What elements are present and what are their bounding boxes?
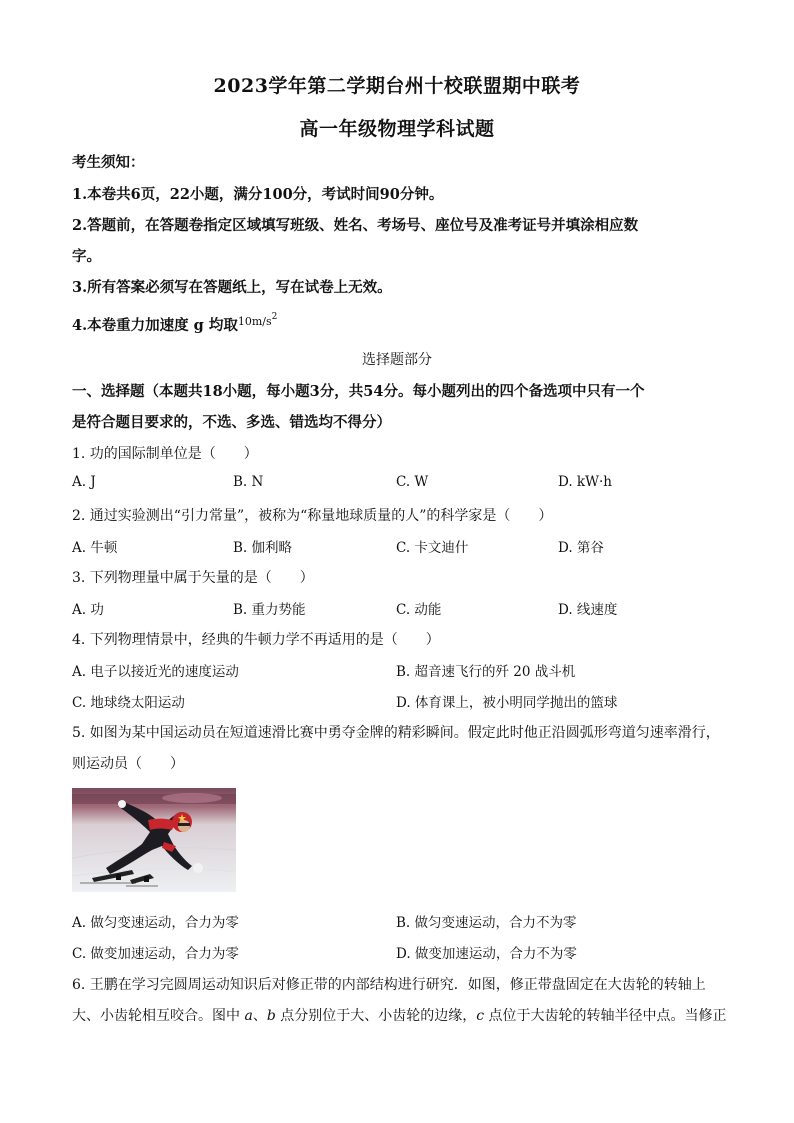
exam-title: 2023学年第二学期台州十校联盟期中联考 [213,75,581,97]
q6-text-sep: 、 [252,1008,267,1024]
q3-option-a: A. 功 [72,602,104,618]
question-1-stem: 1. 功的国际制单位是（ ） [72,446,258,462]
question-6-stem-cont [72,1005,727,1025]
q5-option-c: C. 做变加速运动，合力为零 [72,946,239,962]
point-b-label: b [266,1008,276,1024]
q5-option-b: B. 做匀变速运动，合力不为零 [396,915,577,931]
question-3-stem: 3. 下列物理量中属于矢量的是（ ） [72,570,314,586]
notice-item-1: 1.本卷共6页，22小题，满分100分，考试时间90分钟。 [72,186,444,203]
q4-option-c: C. 地球绕太阳运动 [72,695,185,711]
exam-subtitle: 高一年级物理学科试题 [299,118,495,140]
q2-option-c: C. 卡文迪什 [396,540,469,556]
question-6-stem: 6. 王鹏在学习完圆周运动知识后对修正带的内部结构进行研究．如图，修正带盘固定在大齿轮的转轴上 [72,977,706,993]
question-5-stem-cont: 则运动员（ ） [72,756,184,772]
q6-text-mid: 点分别位于大、小齿轮的边缘， [275,1008,477,1024]
notice-item-4 [72,314,277,335]
gravity-exponent: 2 [271,312,278,323]
point-c-label: c [476,1008,485,1024]
part-title: 选择题部分 [362,352,432,368]
q1-option-d: D. kW·h [558,474,612,490]
q3-option-c: C. 动能 [396,602,442,618]
q1-option-a: A. J [72,474,96,490]
q1-option-b: B. N [233,474,264,490]
section-heading-2: 是符合题目要求的，不选、多选、错选均不得分） [72,414,391,431]
question-5-stem: 5. 如图为某中国运动员在短道速滑比赛中勇夺金牌的精彩瞬间。假定此时他正沿圆弧形弯道匀速率滑行， [72,725,720,741]
section-heading-1: 一、选择题（本题共18小题，每小题3分，共54分。每小题列出的四个备选项中只有一个 [72,383,645,400]
q6-text-post: 点位于大齿轮的转轴半径中点。当修正 [484,1008,727,1024]
point-a-label: a [244,1008,253,1024]
q5-option-a: A. 做匀变速运动，合力为零 [72,915,239,931]
q3-option-b: B. 重力势能 [233,602,306,618]
notice-item-2-cont: 字。 [72,248,101,265]
q5-option-d: D. 做变加速运动，合力不为零 [396,946,577,962]
q6-text-pre: 大、小齿轮相互咬合。图中 [72,1008,245,1024]
notice-item-2: 2.答题前，在答题卷指定区域填写班级、姓名、考场号、座位号及准考证号并填涂相应数 [72,217,639,234]
speed-skater-photo [72,788,236,892]
q1-option-c: C. W [396,474,429,490]
q2-option-d: D. 第谷 [558,540,604,556]
q4-option-a: A. 电子以接近光的速度运动 [72,664,239,680]
q2-option-a: A. 牛顿 [72,540,118,556]
q4-option-d: D. 体育课上，被小明同学抛出的篮球 [396,695,618,711]
q4-option-b: B. 超音速飞行的歼 20 战斗机 [396,664,576,680]
notice-heading: 考生须知： [72,154,145,171]
gravity-value: 10m/s [237,315,272,328]
q2-option-b: B. 伽利略 [233,540,293,556]
question-2-stem: 2. 通过实验测出“引力常量”，被称为“称量地球质量的人”的科学家是（ ） [72,508,553,524]
question-4-stem: 4. 下列物理情景中，经典的牛顿力学不再适用的是（ ） [72,632,440,648]
notice-item-4-text: 4.本卷重力加速度 g 均取 [72,317,238,334]
notice-item-3: 3.所有答案必须写在答题纸上，写在试卷上无效。 [72,279,392,296]
q3-option-d: D. 线速度 [558,602,618,618]
